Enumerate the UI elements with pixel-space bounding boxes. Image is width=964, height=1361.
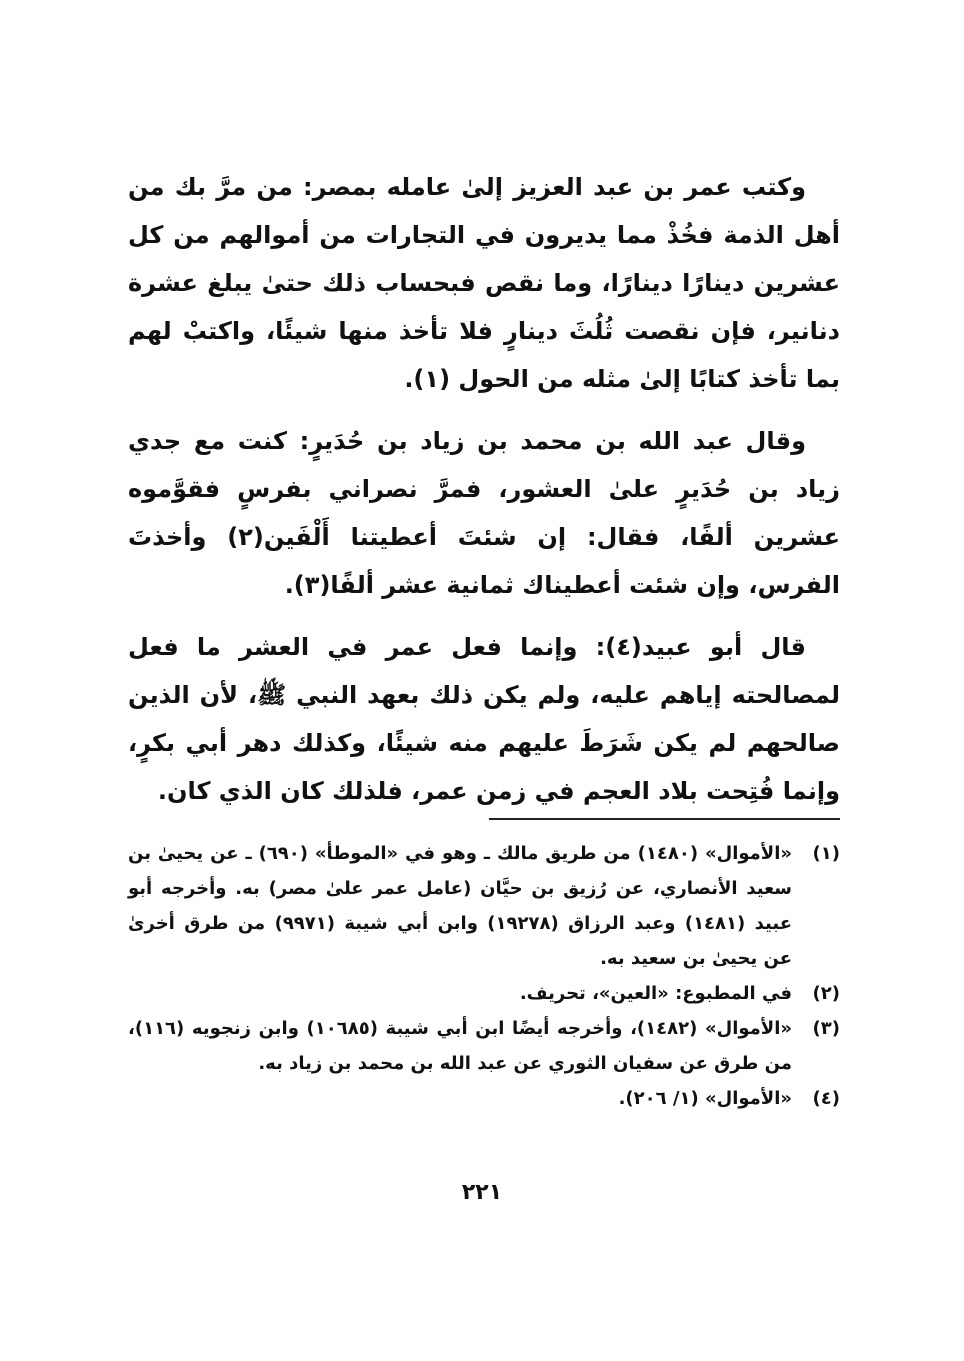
footnote-separator [489, 818, 840, 820]
page-number: ٢٢١ [461, 1180, 503, 1205]
footnote-text: في المطبوع: «العين»، تحريف. [519, 983, 792, 1004]
footnote-2 [128, 976, 840, 1011]
footnote-3 [128, 1011, 840, 1081]
footnote-text: «الأموال» (١٤٨٠) من طريق مالك ـ وهو في «الموطأ» (٦٩٠) ـ عن يحيىٰ بن سعيد الأنصاري، عن رُزيق بن حيَّان (عامل عمر علىٰ مصر) به. وأخرجه أبو عبيد (١٤٨١) وعبد الرزاق (١٩٢٧٨) وابن أبي شيبة (٩٩٧١) من طرق أخرىٰ عن يحيىٰ بن سعيد به. [128, 843, 793, 969]
paragraph-1: وكتب عمر بن عبد العزيز إلىٰ عامله بمصر: من مرَّ بك من أهل الذمة فخُذْ مما يديرون في التجارات من أموالهم من كل عشرين دينارًا دينارًا، وما نقص فبحساب ذلك حتىٰ يبلغ عشرة دنانير، فإن نقصت ثُلُثَ دينارٍ فلا تأخذ منها شيئًا، واكتبْ لهم بما تأخذ كتابًا إلىٰ مثله من الحول (١). [128, 173, 840, 393]
footnote-4 [128, 1081, 840, 1116]
footnotes [128, 836, 840, 1116]
paragraph-2: وقال عبد الله بن محمد بن زياد بن حُدَيرٍ: كنت مع جدي زياد بن حُدَيرٍ علىٰ العشور، فمرَّ نصراني بفرسٍ فقوَّموه عشرين ألفًا، فقال: إن شئتَ أعطيتنا أَلْفَين(٢) وأخذتَ الفرس، وإن شئت أعطيناك ثمانية عشر ألفًا(٣). [128, 427, 841, 599]
paragraph-3: قال أبو عبيد(٤): وإنما فعل عمر في العشر ما فعل لمصالحته إياهم عليه، ولم يكن ذلك بعهد النبي ﷺ، لأن الذين صالحهم لم يكن شَرَطَ عليهم منه شيئًا، وكذلك دهر أبي بكرٍ، وإنما فُتِحت بلاد العجم في زمن عمر، فلذلك كان الذي كان. [128, 633, 840, 805]
footnote-number: (٣) [812, 1018, 840, 1039]
footnote-1 [128, 836, 840, 976]
footnote-text: «الأموال» (١٤٨٢)، وأخرجه أيضًا ابن أبي شيبة (١٠٦٨٥) وابن زنجويه (١١٦)، من طرق عن سفيان الثوري عن عبد الله بن محمد بن زياد به. [128, 1018, 793, 1074]
footnote-text: «الأموال» (١/ ٢٠٦). [618, 1088, 792, 1109]
footnote-number: (٤) [812, 1088, 840, 1109]
main-text [128, 163, 840, 815]
footnote-number: (١) [812, 843, 840, 864]
footnote-number: (٢) [812, 983, 840, 1004]
